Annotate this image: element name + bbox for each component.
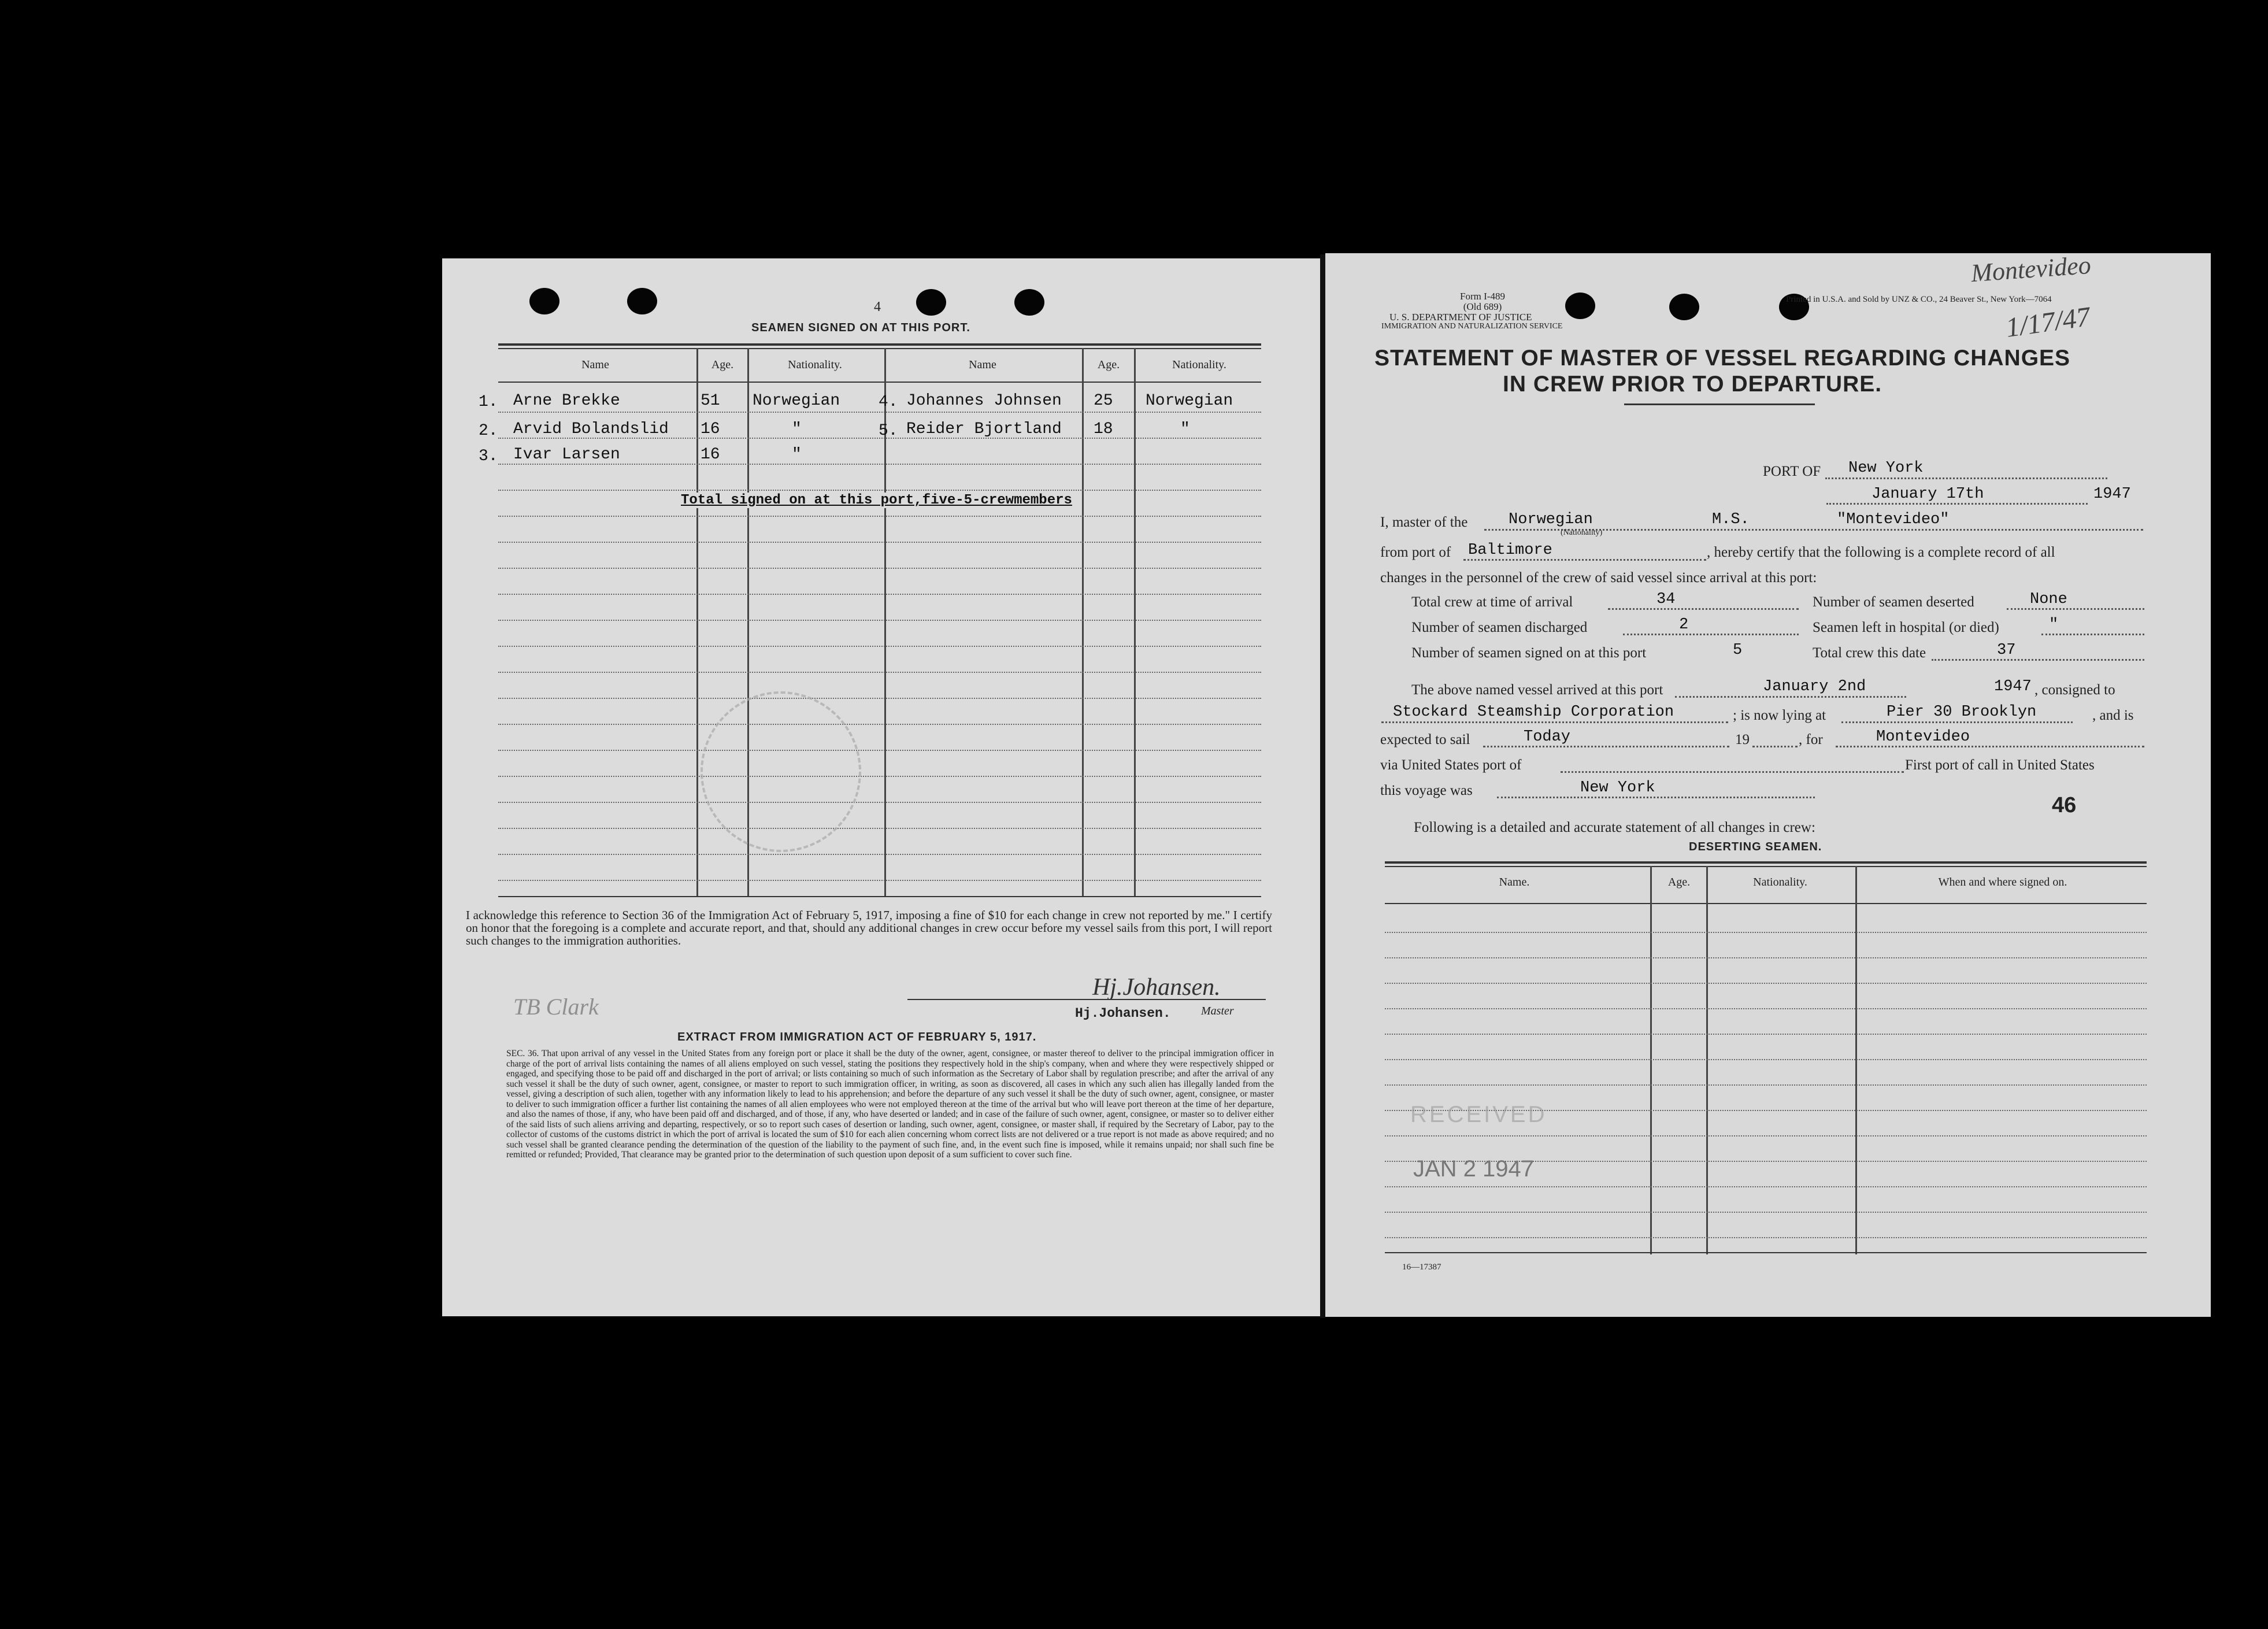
hospital-value: " <box>2049 616 2059 634</box>
deserting-header-nationality: Nationality. <box>1753 876 1807 888</box>
vessel-type: M.S. <box>1712 511 1750 528</box>
nationality-caption: (Nationality) <box>1561 528 1603 537</box>
master-signature-typed: Hj.Johansen. <box>1075 1006 1171 1021</box>
page-fold <box>1320 254 1325 1318</box>
col-header-age: Age. <box>711 358 734 371</box>
table-header-rule <box>498 382 1261 383</box>
port-value: New York <box>1848 460 1924 477</box>
stat-dotted-line <box>1608 608 1799 610</box>
table-top-rule <box>498 348 1261 349</box>
deserting-col-divider <box>1855 866 1857 1254</box>
total-crew-arrival-label: Total crew at time of arrival <box>1411 594 1573 610</box>
certify-text2: changes in the personnel of the crew of said vessel since arrival at this port: <box>1380 570 1817 586</box>
stat-dotted-line <box>2007 608 2144 610</box>
footer-code: 16—17387 <box>1402 1263 1441 1272</box>
col-header-age: Age. <box>1097 358 1120 371</box>
row-rule <box>498 516 1261 517</box>
row-number: 5. <box>879 422 898 440</box>
title-underline <box>1624 403 1815 405</box>
row-rule <box>498 724 1261 725</box>
deserting-top-rule <box>1385 861 2147 864</box>
destination-dotted-line <box>1836 746 2144 747</box>
deserting-row-rule <box>1385 1008 2147 1009</box>
row-rule <box>498 464 1261 465</box>
deserted-label: Number of seamen deserted <box>1813 594 1974 610</box>
year-dotted-line <box>1752 746 1798 747</box>
crew-age: 16 <box>701 446 720 464</box>
deserting-header-name: Name. <box>1499 876 1530 888</box>
lying-label: ; is now lying at <box>1733 708 1826 723</box>
page-mark: 46 <box>2052 793 2077 817</box>
master-label: Master <box>1201 1005 1234 1017</box>
row-rule <box>498 802 1261 803</box>
row-rule <box>498 854 1261 855</box>
col-header-nationality: Nationality. <box>1172 358 1226 371</box>
first-port-value: New York <box>1580 779 1655 797</box>
crew-name: Johannes Johnsen <box>906 392 1062 410</box>
crew-name: Reider Bjortland <box>906 420 1062 438</box>
row-rule <box>498 620 1261 621</box>
stat-dotted-line <box>1623 634 1799 635</box>
stat-dotted-line <box>1932 659 2144 661</box>
received-stamp-faint <box>701 691 861 852</box>
deserting-heading: DESERTING SEAMEN. <box>1689 841 1822 853</box>
hospital-label: Seamen left in hospital (or died) <box>1813 620 1999 635</box>
deserting-row-rule <box>1385 1059 2147 1060</box>
deserting-col-divider <box>1650 866 1652 1254</box>
punch-hole <box>627 288 657 314</box>
from-port-label: from port of <box>1380 545 1451 560</box>
crew-nationality: " <box>792 446 802 464</box>
consigned-label: , consigned to <box>2034 682 2115 698</box>
form-old-number: (Old 689) <box>1463 301 1502 312</box>
expected-dotted-line <box>1483 746 1729 747</box>
first-port-label: First port of call in United States <box>1905 757 2095 773</box>
department: U. S. DEPARTMENT OF JUSTICE <box>1389 312 1532 323</box>
col-divider <box>1134 348 1136 897</box>
row-rule <box>498 646 1261 647</box>
row-rule <box>498 542 1261 543</box>
row-rule <box>498 828 1261 829</box>
stat-dotted-line <box>2041 634 2144 635</box>
deserting-row-rule <box>1385 1084 2147 1086</box>
crew-age: 51 <box>701 392 720 410</box>
via-dotted-line <box>1561 771 1904 773</box>
crew-nationality: Norwegian <box>1146 392 1233 410</box>
deserting-header-signed-on: When and where signed on. <box>1938 876 2067 888</box>
consignee-dotted-line <box>1381 721 1728 723</box>
extract-title: EXTRACT FROM IMMIGRATION ACT OF FEBRUARY 5, 1917. <box>677 1031 1037 1043</box>
row-rule <box>498 776 1261 777</box>
row-rule <box>498 412 1261 413</box>
arrived-dotted-line <box>1675 696 1906 698</box>
port-label: PORT OF <box>1763 464 1821 479</box>
crew-nationality: " <box>1180 420 1190 438</box>
arrived-date: January 2nd <box>1763 678 1866 695</box>
expected-label: expected to sail <box>1380 732 1470 747</box>
crew-age: 16 <box>701 420 720 438</box>
deserting-top-rule <box>1385 866 2147 867</box>
crew-name: Ivar Larsen <box>513 446 620 464</box>
via-label: via United States port of <box>1380 757 1522 773</box>
date-value: January 17th <box>1872 486 1984 503</box>
row-number: 1. <box>479 393 498 411</box>
lying-at-value: Pier 30 Brooklyn <box>1887 704 2037 721</box>
punch-hole <box>1014 289 1044 316</box>
row-rule <box>498 568 1261 569</box>
discharged-value: 2 <box>1679 616 1689 634</box>
row-rule <box>498 880 1261 881</box>
total-signed-note: Total signed on at this port,five-5-crewmembers <box>677 493 1076 508</box>
discharged-label: Number of seamen discharged <box>1411 620 1588 635</box>
vessel-nationality: Norwegian <box>1509 511 1593 528</box>
received-stamp: RECEIVED <box>1410 1102 1547 1127</box>
crew-age: 18 <box>1094 420 1113 438</box>
deserting-row-rule <box>1385 1135 2147 1136</box>
col-header-nationality: Nationality. <box>788 358 842 371</box>
total-crew-date-label: Total crew this date <box>1813 645 1926 661</box>
service: IMMIGRATION AND NATURALIZATION SERVICE <box>1381 322 1563 331</box>
received-stamp-date: JAN 2 1947 <box>1413 1156 1535 1182</box>
master-of-label: I, master of the <box>1380 514 1468 530</box>
crew-nationality: Norwegian <box>753 392 840 410</box>
clerk-signature: TB Clark <box>513 994 599 1020</box>
deserting-row-rule <box>1385 1212 2147 1213</box>
master-signature-script: Hj.Johansen. <box>1092 974 1221 1001</box>
certify-text: , hereby certify that the following is a complete record of all <box>1707 545 2055 560</box>
punch-hole <box>1669 294 1699 320</box>
crew-name: Arvid Bolandslid <box>513 420 669 438</box>
deserting-bottom-rule <box>1385 1252 2147 1253</box>
arrived-year: 1947 <box>1994 678 2032 695</box>
from-port-dotted-line <box>1463 559 1706 561</box>
page-number: 4 <box>874 299 881 314</box>
row-number: 4. <box>879 393 898 411</box>
deserting-row-rule <box>1385 1237 2147 1238</box>
deserting-row-rule <box>1385 983 2147 984</box>
col-divider <box>1082 348 1084 897</box>
form-number: Form I-489 <box>1460 291 1505 302</box>
punch-hole <box>529 288 559 314</box>
handwritten-destination: Montevideo <box>1970 250 2092 288</box>
expected-value: Today <box>1524 728 1571 746</box>
deserting-header-rule <box>1385 903 2147 904</box>
arrived-label: The above named vessel arrived at this port <box>1411 682 1663 698</box>
col-header-name: Name <box>581 358 609 371</box>
extract-text: SEC. 36. That upon arrival of any vessel in the United States from any foreign port or place it shall be the duty of the owner, agent, consignee, or master thereof to deliver to the principal immigration officer in charge of the port of arrival lists containing the names of all aliens employed on such vessel, stating the positions they respectively hold in the ship's company, when and where they were respectively shipped or engaged, and specifying those to be paid off and discharged in the port of arrival; or lists containing so much of such information as the Secretary of Labor shall by regulation prescribe; and after the arrival of any such vessel it shall be the duty of such owner, agent, consignee, or master to report to such immigration officer, in writing, as soon as discovered, all cases in which any such alien has illegally landed from the vessel, giving a description of such alien, together with any information likely to lead to his apprehension; and before the departure of any such vessel it shall be the duty of such owner, agent, consignee, or master to deliver to such immigration officer a further list containing the names of all alien employees who were not employed thereon at the time of the arrival but who will leave port thereon at the time of her departure, and also the names of those, if any, who have been paid off and discharged, and of those, if any, who have deserted or landed; and in case of the failure of such owner, agent, consignee, or master so to deliver either of the said lists of such aliens arriving and departing, respectively, or so to report such cases of desertion or landing, such owner, agent, consignee, or master shall, if required by the Secretary of Labor, pay to the collector of customs of the customs district in which the port of arrival is located the sum of $10 for each alien concerning whom correct lists are not delivered or a true report is not made as above required; and no such vessel shall be granted clearance pending the determination of the question of the liability to the payment of such fine, and, in the event such fine is imposed, while it remains unpaid; nor shall such fine be remitted or refunded; Provided, That clearance may be granted prior to the determination of such question upon deposit of a sum sufficient to cover such fine. <box>506 1049 1274 1160</box>
acknowledgement-text: I acknowledge this reference to Section 36 of the Immigration Act of February 5, 1917, imposing a fine of $10 for each change in crew not reported by me." I certify on honor that the foregoing is a complete and accurate report, and that, should any additional changes in crew occur before my vessel sails from this port, I will report such changes to the immigration authorities. <box>466 908 1272 947</box>
row-rule <box>498 698 1261 699</box>
title-line2: IN CREW PRIOR TO DEPARTURE. <box>1503 372 1882 397</box>
col-header-name: Name <box>969 358 996 371</box>
destination-value: Montevideo <box>1876 728 1970 746</box>
table-top-rule <box>498 343 1261 346</box>
deserted-value: None <box>2030 591 2067 608</box>
port-dotted-line <box>1825 477 2107 479</box>
signed-on-value: 5 <box>1733 642 1743 659</box>
crew-nationality: " <box>792 420 802 438</box>
vessel-name: "Montevideo" <box>1837 511 1950 528</box>
voyage-dotted-line <box>1497 797 1815 798</box>
and-is-label: , and is <box>2092 708 2134 723</box>
row-number: 2. <box>479 422 498 440</box>
crew-age: 25 <box>1094 392 1113 410</box>
punch-hole <box>916 289 946 316</box>
voyage-label: this voyage was <box>1380 783 1473 798</box>
total-crew-arrival-value: 34 <box>1656 591 1676 608</box>
deserting-header-age: Age. <box>1667 876 1691 888</box>
row-rule <box>498 594 1261 595</box>
deserting-row-rule <box>1385 932 2147 933</box>
title-line1: STATEMENT OF MASTER OF VESSEL REGARDING CHANGES <box>1374 346 2071 371</box>
deserting-row-rule <box>1385 1186 2147 1187</box>
from-port-value: Baltimore <box>1468 542 1552 559</box>
consignee-value: Stockard Steamship Corporation <box>1393 704 1674 721</box>
date-dotted-line <box>1826 503 2088 505</box>
lying-dotted-line <box>1841 721 2073 723</box>
total-crew-date-value: 37 <box>1997 642 2016 659</box>
seamen-signed-heading: SEAMEN SIGNED ON AT THIS PORT. <box>751 321 970 334</box>
crew-name: Arne Brekke <box>513 392 620 410</box>
deserting-row-rule <box>1385 957 2147 958</box>
signed-on-label: Number of seamen signed on at this port <box>1411 645 1647 661</box>
for-label: , for <box>1799 732 1823 747</box>
row-rule <box>498 490 1261 491</box>
col-divider <box>696 348 698 897</box>
punch-hole <box>1565 293 1595 319</box>
table-bottom-rule <box>498 896 1261 897</box>
year-prefix: 19 <box>1735 732 1750 747</box>
following-text: Following is a detailed and accurate statement of all changes in crew: <box>1414 820 1815 835</box>
deserting-row-rule <box>1385 1034 2147 1035</box>
row-rule <box>498 750 1261 751</box>
printer-line: Printed in U.S.A. and Sold by UNZ & CO., 24 Beaver St., New York—7064 <box>1786 295 2052 304</box>
deserting-col-divider <box>1706 866 1708 1254</box>
handwritten-date: 1/17/47 <box>2004 301 2092 343</box>
row-number: 3. <box>479 447 498 465</box>
year-value: 1947 <box>2093 486 2131 503</box>
row-rule <box>498 672 1261 673</box>
